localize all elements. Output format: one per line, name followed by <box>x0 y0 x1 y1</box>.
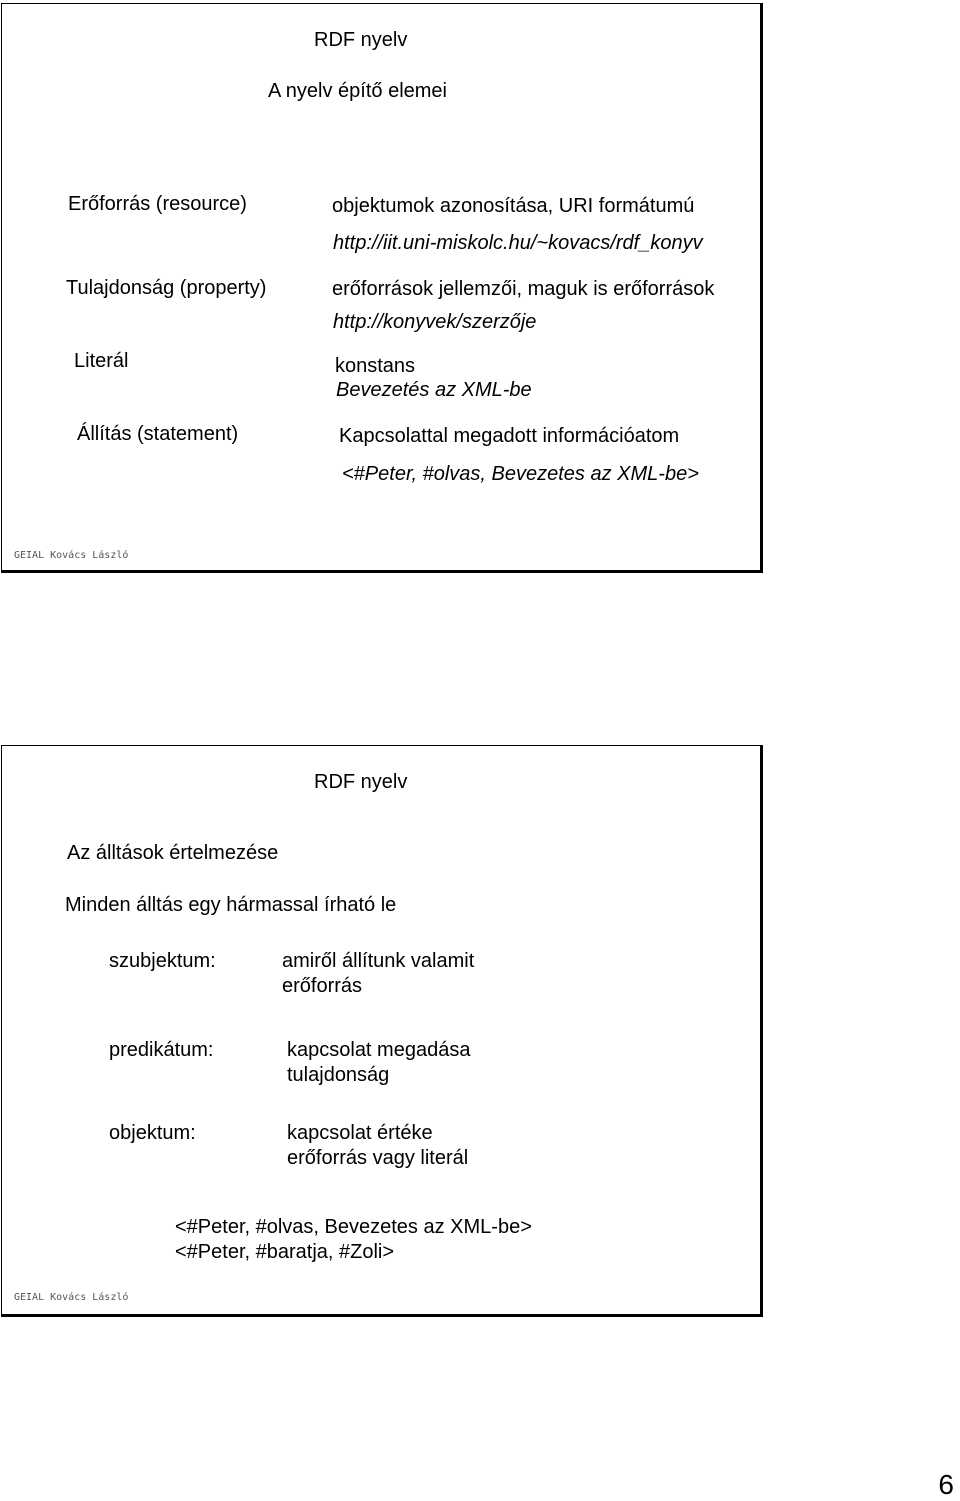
slide-title: RDF nyelv <box>314 29 408 51</box>
slide-subtitle: A nyelv építő elemei <box>268 80 447 102</box>
subject-line-2: erőforrás <box>282 975 363 997</box>
term-statement: Állítás (statement) <box>77 423 239 445</box>
predicate-line-1: kapcsolat megadása <box>287 1039 471 1061</box>
example-literal: Bevezetés az XML-be <box>336 379 532 401</box>
predicate-line-2: tulajdonság <box>287 1064 390 1086</box>
example-statement: <#Peter, #olvas, Bevezetes az XML-be> <box>342 463 699 485</box>
example-property: http://konyvek/szerzője <box>333 311 537 333</box>
slide-footer: GEIAL Kovács László <box>14 550 129 561</box>
page-number: 6 <box>938 1469 954 1500</box>
term-literal: Literál <box>74 350 129 372</box>
desc-literal: konstans <box>335 355 416 377</box>
term-resource: Erőforrás (resource) <box>68 193 247 215</box>
desc-property: erőforrások jellemzői, maguk is erőforrások <box>332 278 715 300</box>
section-heading: Az álltások értelmezése <box>67 842 279 864</box>
term-property: Tulajdonság (property) <box>66 277 267 299</box>
desc-statement: Kapcsolattal megadott információatom <box>339 425 680 447</box>
slide-footer: GEIAL Kovács László <box>14 1292 129 1303</box>
example-resource: http://iit.uni-miskolc.hu/~kovacs/rdf_konyv <box>333 232 703 254</box>
intro-text: Minden álltás egy hármassal írható le <box>65 894 397 916</box>
slide-1 <box>1 3 763 573</box>
term-subject: szubjektum: <box>109 950 216 972</box>
object-line-1: kapcsolat értéke <box>287 1122 433 1144</box>
slide-2 <box>1 745 763 1317</box>
desc-resource: objektumok azonosítása, URI formátumú <box>332 195 695 217</box>
term-predicate: predikátum: <box>109 1039 214 1061</box>
slide-title: RDF nyelv <box>314 771 408 793</box>
example-triple-1: <#Peter, #olvas, Bevezetes az XML-be> <box>175 1216 532 1238</box>
example-triple-2: <#Peter, #baratja, #Zoli> <box>175 1241 395 1263</box>
term-object: objektum: <box>109 1122 196 1144</box>
object-line-2: erőforrás vagy literál <box>287 1147 469 1169</box>
subject-line-1: amiről állítunk valamit <box>282 950 475 972</box>
